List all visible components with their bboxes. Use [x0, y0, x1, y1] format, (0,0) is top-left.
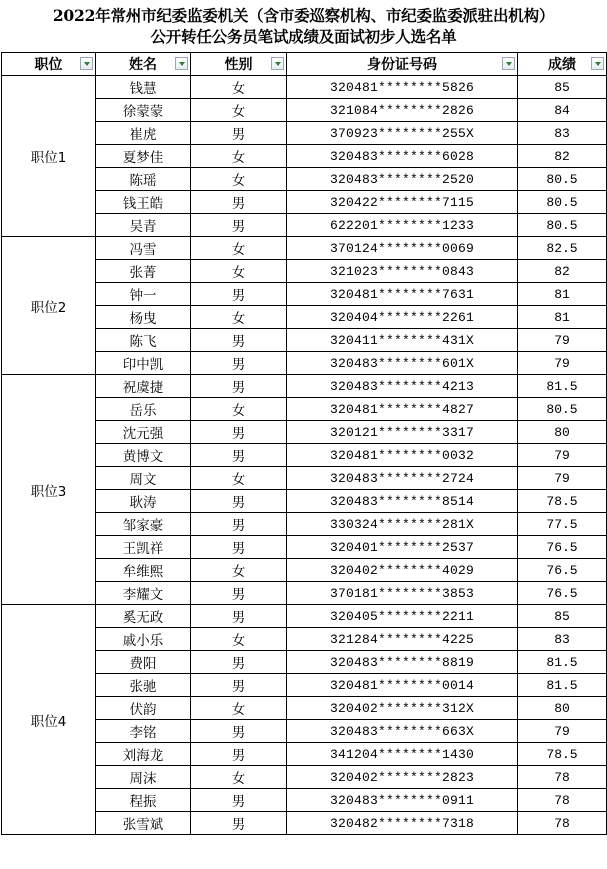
id-number-cell[interactable]: 320481********4827: [287, 398, 518, 421]
id-number-cell[interactable]: 370124********0069: [287, 237, 518, 260]
document-title: [0, 0, 607, 52]
gender-cell[interactable]: 女: [191, 559, 287, 582]
score-cell[interactable]: 82: [518, 260, 607, 283]
name-cell[interactable]: 祝虞捷: [96, 375, 191, 398]
gender-cell[interactable]: 男: [191, 122, 287, 145]
gender-cell[interactable]: 女: [191, 237, 287, 260]
score-cell[interactable]: 79: [518, 444, 607, 467]
gender-cell[interactable]: 男: [191, 674, 287, 697]
score-cell[interactable]: 78.5: [518, 490, 607, 513]
gender-cell[interactable]: 男: [191, 444, 287, 467]
header-position: [2, 53, 96, 76]
score-cell[interactable]: 82.5: [518, 237, 607, 260]
name-cell[interactable]: 吴青: [96, 214, 191, 237]
table-row: [2, 76, 607, 99]
score-cell[interactable]: 80.5: [518, 191, 607, 214]
header-id-label: 身份证号码: [367, 57, 437, 73]
table-row: [2, 237, 607, 260]
gender-cell[interactable]: 男: [191, 743, 287, 766]
gender-cell[interactable]: 男: [191, 214, 287, 237]
name-cell[interactable]: 李铭: [96, 720, 191, 743]
score-cell[interactable]: 79: [518, 720, 607, 743]
gender-cell[interactable]: 男: [191, 191, 287, 214]
name-cell[interactable]: 周文: [96, 467, 191, 490]
header-name: [96, 53, 191, 76]
id-number-cell[interactable]: 321023********0843: [287, 260, 518, 283]
score-cell[interactable]: 78: [518, 812, 607, 835]
gender-cell[interactable]: 男: [191, 582, 287, 605]
name-cell[interactable]: 奚无政: [96, 605, 191, 628]
id-number-cell[interactable]: 320401********2537: [287, 536, 518, 559]
gender-cell[interactable]: 男: [191, 605, 287, 628]
header-score-label: 成绩: [548, 57, 576, 73]
gender-cell[interactable]: 男: [191, 651, 287, 674]
id-number-cell[interactable]: 320481********0014: [287, 674, 518, 697]
gender-cell[interactable]: 男: [191, 375, 287, 398]
name-cell[interactable]: 张菁: [96, 260, 191, 283]
gender-cell[interactable]: 男: [191, 720, 287, 743]
id-number-cell[interactable]: 320405********2211: [287, 605, 518, 628]
score-cell[interactable]: 79: [518, 352, 607, 375]
score-cell[interactable]: 85: [518, 605, 607, 628]
score-cell[interactable]: 80.5: [518, 398, 607, 421]
header-score: [518, 53, 607, 76]
score-cell[interactable]: 80.5: [518, 214, 607, 237]
gender-cell[interactable]: 女: [191, 306, 287, 329]
score-cell[interactable]: 83: [518, 122, 607, 145]
position-cell[interactable]: 职位3: [2, 375, 96, 605]
results-table: [1, 52, 607, 835]
filter-dropdown-icon[interactable]: [502, 57, 515, 70]
name-cell[interactable]: 张驰: [96, 674, 191, 697]
score-cell[interactable]: 76.5: [518, 536, 607, 559]
score-cell[interactable]: 78: [518, 789, 607, 812]
id-number-cell[interactable]: 320402********312X: [287, 697, 518, 720]
score-cell[interactable]: 85: [518, 76, 607, 99]
gender-cell[interactable]: 女: [191, 145, 287, 168]
score-cell[interactable]: 81.5: [518, 375, 607, 398]
id-number-cell[interactable]: 320483********601X: [287, 352, 518, 375]
id-number-cell[interactable]: 320404********2261: [287, 306, 518, 329]
name-cell[interactable]: 李耀文: [96, 582, 191, 605]
name-cell[interactable]: 戚小乐: [96, 628, 191, 651]
name-cell[interactable]: 陈飞: [96, 329, 191, 352]
name-cell[interactable]: 冯雪: [96, 237, 191, 260]
score-cell[interactable]: 82: [518, 145, 607, 168]
gender-cell[interactable]: 男: [191, 789, 287, 812]
gender-cell[interactable]: 女: [191, 260, 287, 283]
name-cell[interactable]: 刘海龙: [96, 743, 191, 766]
id-number-cell[interactable]: 341204********1430: [287, 743, 518, 766]
id-number-cell[interactable]: 320483********0911: [287, 789, 518, 812]
id-number-cell[interactable]: 321284********4225: [287, 628, 518, 651]
id-number-cell[interactable]: 370923********255X: [287, 122, 518, 145]
score-cell[interactable]: 78: [518, 766, 607, 789]
id-number-cell[interactable]: 320482********7318: [287, 812, 518, 835]
gender-cell[interactable]: 女: [191, 766, 287, 789]
gender-cell[interactable]: 女: [191, 398, 287, 421]
name-cell[interactable]: 杨曳: [96, 306, 191, 329]
score-cell[interactable]: 84: [518, 99, 607, 122]
gender-cell[interactable]: 男: [191, 812, 287, 835]
score-cell[interactable]: 81: [518, 283, 607, 306]
gender-cell[interactable]: 男: [191, 352, 287, 375]
name-cell[interactable]: 徐蒙蒙: [96, 99, 191, 122]
gender-cell[interactable]: 男: [191, 513, 287, 536]
id-number-cell[interactable]: 320121********3317: [287, 421, 518, 444]
gender-cell[interactable]: 男: [191, 490, 287, 513]
id-number-cell[interactable]: 320483********4213: [287, 375, 518, 398]
title-line-1: 2022年常州市纪委监委机关（含市委巡察机构、市纪委监委派驻出机构）: [52, 6, 555, 25]
score-cell[interactable]: 81.5: [518, 651, 607, 674]
score-cell[interactable]: 81.5: [518, 674, 607, 697]
name-cell[interactable]: 王凯祥: [96, 536, 191, 559]
gender-cell[interactable]: 男: [191, 283, 287, 306]
name-cell[interactable]: 钱王皓: [96, 191, 191, 214]
gender-cell[interactable]: 男: [191, 421, 287, 444]
name-cell[interactable]: 张雪斌: [96, 812, 191, 835]
filter-dropdown-icon[interactable]: [271, 57, 284, 70]
gender-cell[interactable]: 女: [191, 697, 287, 720]
id-number-cell[interactable]: 320483********663X: [287, 720, 518, 743]
score-cell[interactable]: 80: [518, 421, 607, 444]
id-number-cell[interactable]: 320411********431X: [287, 329, 518, 352]
id-number-cell[interactable]: 320422********7115: [287, 191, 518, 214]
gender-cell[interactable]: 女: [191, 628, 287, 651]
name-cell[interactable]: 伏韵: [96, 697, 191, 720]
name-cell[interactable]: 程振: [96, 789, 191, 812]
id-number-cell[interactable]: 320483********8819: [287, 651, 518, 674]
id-number-cell[interactable]: 370181********3853: [287, 582, 518, 605]
header-gender-label: 性别: [224, 57, 253, 73]
header-id: [287, 53, 518, 76]
name-cell[interactable]: 黄博文: [96, 444, 191, 467]
name-cell[interactable]: 陈瑶: [96, 168, 191, 191]
gender-cell[interactable]: 女: [191, 99, 287, 122]
score-cell[interactable]: 81: [518, 306, 607, 329]
filter-dropdown-icon[interactable]: [591, 57, 604, 70]
id-number-cell[interactable]: 320483********8514: [287, 490, 518, 513]
score-cell[interactable]: 76.5: [518, 559, 607, 582]
score-cell[interactable]: 78.5: [518, 743, 607, 766]
gender-cell[interactable]: 男: [191, 329, 287, 352]
score-cell[interactable]: 80: [518, 697, 607, 720]
gender-cell[interactable]: 女: [191, 168, 287, 191]
name-cell[interactable]: 周沫: [96, 766, 191, 789]
gender-cell[interactable]: 女: [191, 467, 287, 490]
id-number-cell[interactable]: 320481********0032: [287, 444, 518, 467]
score-cell[interactable]: 80.5: [518, 168, 607, 191]
header-gender: [191, 53, 287, 76]
name-cell[interactable]: 沈元强: [96, 421, 191, 444]
position-cell[interactable]: 职位1: [2, 76, 96, 237]
name-cell[interactable]: 耿涛: [96, 490, 191, 513]
name-cell[interactable]: 费阳: [96, 651, 191, 674]
id-number-cell[interactable]: 320483********2724: [287, 467, 518, 490]
gender-cell[interactable]: 女: [191, 76, 287, 99]
header-row: [2, 53, 607, 76]
name-cell[interactable]: 牟维熙: [96, 559, 191, 582]
name-cell[interactable]: 印中凯: [96, 352, 191, 375]
position-cell[interactable]: 职位4: [2, 605, 96, 835]
gender-cell[interactable]: 男: [191, 536, 287, 559]
name-cell[interactable]: 岳乐: [96, 398, 191, 421]
title-line-2: 公开转任公务员笔试成绩及面试初步人选名单: [150, 27, 457, 46]
id-number-cell[interactable]: 321084********2826: [287, 99, 518, 122]
name-cell[interactable]: 钟一: [96, 283, 191, 306]
id-number-cell[interactable]: 320402********2823: [287, 766, 518, 789]
filter-dropdown-icon[interactable]: [175, 57, 188, 70]
header-name-label: 姓名: [129, 57, 157, 73]
score-cell[interactable]: 76.5: [518, 582, 607, 605]
table-body: [2, 76, 607, 835]
id-number-cell[interactable]: 320483********2520: [287, 168, 518, 191]
name-cell[interactable]: 钱慧: [96, 76, 191, 99]
id-number-cell[interactable]: 320402********4029: [287, 559, 518, 582]
id-number-cell[interactable]: 622201********1233: [287, 214, 518, 237]
score-cell[interactable]: 77.5: [518, 513, 607, 536]
id-number-cell[interactable]: 330324********281X: [287, 513, 518, 536]
score-cell[interactable]: 83: [518, 628, 607, 651]
table-row: [2, 605, 607, 628]
name-cell[interactable]: 夏梦佳: [96, 145, 191, 168]
header-position-label: 职位: [34, 57, 63, 73]
name-cell[interactable]: 邹家豪: [96, 513, 191, 536]
score-cell[interactable]: 79: [518, 467, 607, 490]
id-number-cell[interactable]: 320483********6028: [287, 145, 518, 168]
filter-dropdown-icon[interactable]: [80, 57, 93, 70]
id-number-cell[interactable]: 320481********5826: [287, 76, 518, 99]
score-cell[interactable]: 79: [518, 329, 607, 352]
id-number-cell[interactable]: 320481********7631: [287, 283, 518, 306]
name-cell[interactable]: 崔虎: [96, 122, 191, 145]
position-cell[interactable]: 职位2: [2, 237, 96, 375]
table-row: [2, 375, 607, 398]
